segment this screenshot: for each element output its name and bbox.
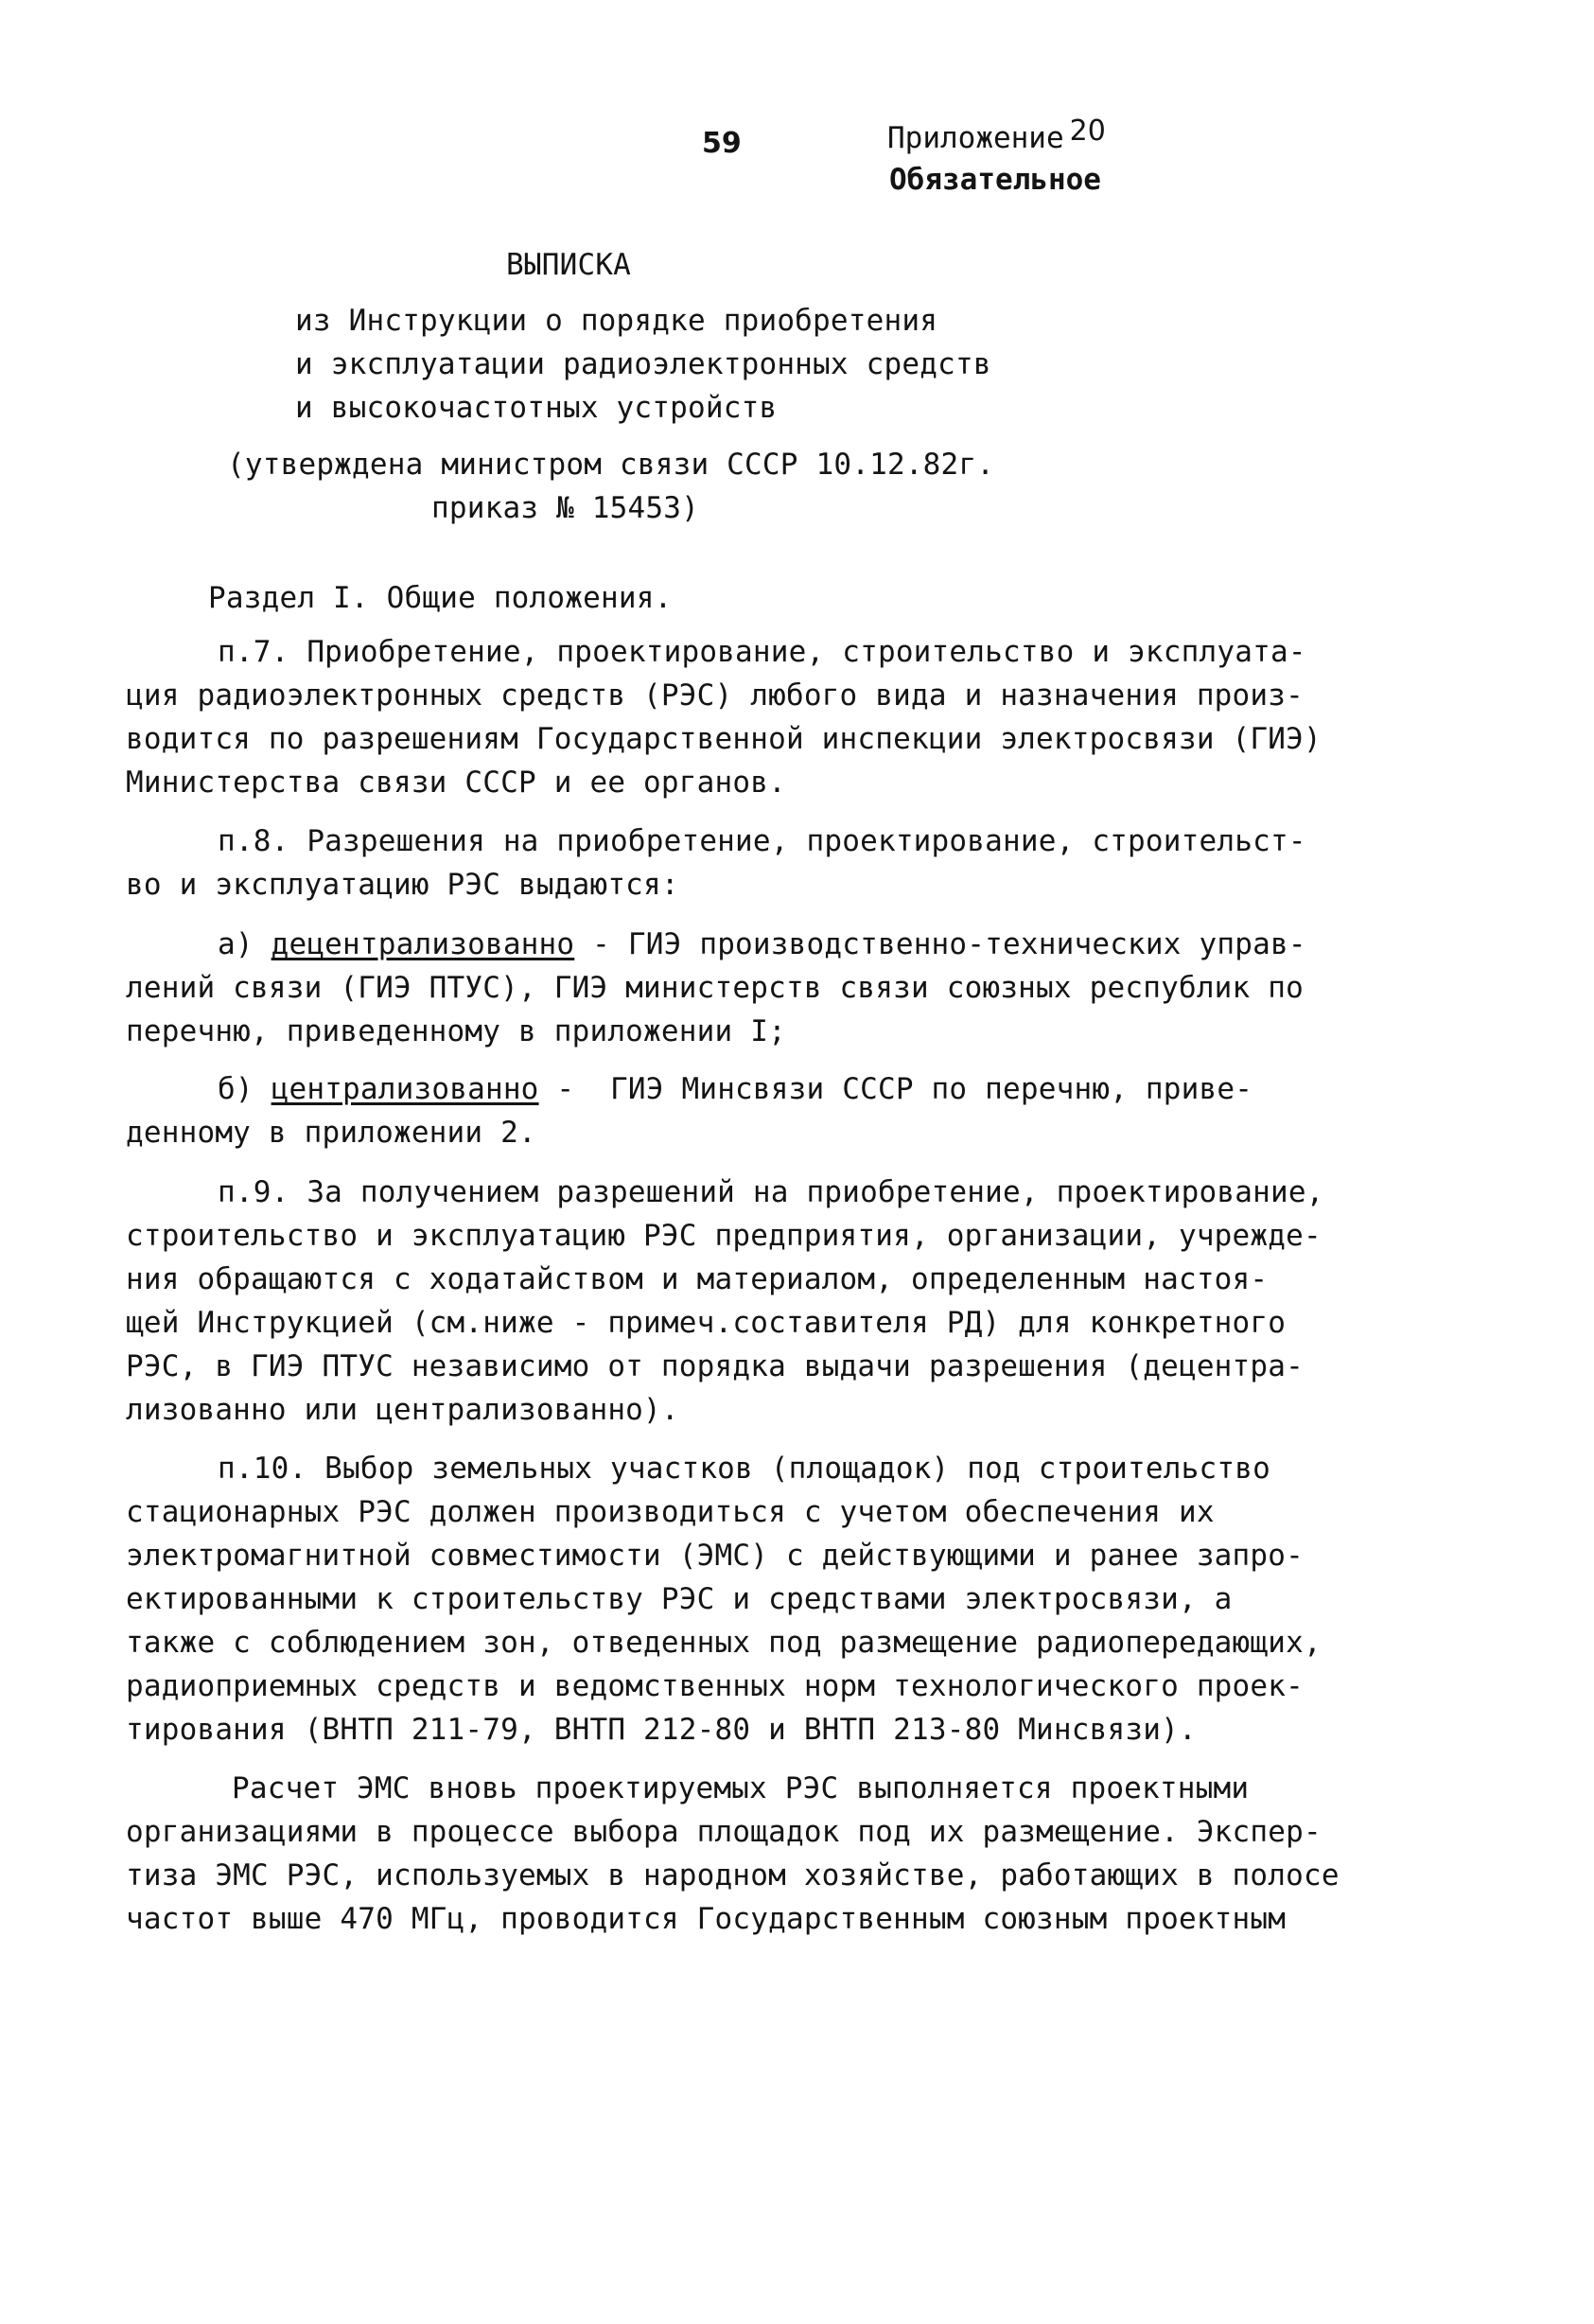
p7-line-4: Министерства связи СССР и ее органов. bbox=[126, 766, 786, 800]
appendix-label-text: Приложение bbox=[887, 121, 1064, 155]
p10-line-6: радиоприемных средств и ведомственных норм технологического проек- bbox=[126, 1669, 1304, 1703]
p10-line-3: электромагнитной совместимости (ЭМС) с действующими и ранее запро- bbox=[126, 1539, 1304, 1573]
approval-line-1: (утверждена министром связи СССР 10.12.82г. bbox=[227, 448, 995, 482]
p10-line-7: тирования (ВНТП 211-79, ВНТП 212-80 и ВНТП 213-80 Минсвязи). bbox=[126, 1713, 1197, 1747]
p11-line-4: частот выше 470 МГц, проводится Государственным союзным проектным bbox=[126, 1902, 1287, 1936]
p9-line-1: п.9. За получением разрешений на приобретение, проектирование, bbox=[218, 1175, 1324, 1209]
p8a-line-1 bbox=[218, 927, 1306, 961]
appendix-number: 20 bbox=[1069, 114, 1106, 148]
p8-line-2: во и эксплуатацию РЭС выдаются: bbox=[126, 868, 679, 902]
p11-line-3: тиза ЭМС РЭС, используемых в народном хозяйстве, работающих в полосе bbox=[126, 1858, 1340, 1893]
p8a-line-3: перечню, приведенному в приложении I; bbox=[126, 1014, 786, 1048]
p9-line-4: щей Инструкцией (см.ниже - примеч.составителя РД) для конкретного bbox=[126, 1306, 1287, 1340]
p8b-prefix: б) bbox=[218, 1072, 272, 1106]
title-line-2: и эксплуатации радиоэлектронных средств bbox=[295, 347, 991, 381]
p10-line-5: также с соблюдением зон, отведенных под размещение радиопередающих, bbox=[126, 1626, 1322, 1660]
p9-line-2: строительство и эксплуатацию РЭС предприятия, организации, учрежде- bbox=[126, 1219, 1322, 1253]
p9-line-3: ния обращаются с ходатайством и материалом, определенным настоя- bbox=[126, 1262, 1269, 1296]
title-line-1: из Инструкции о порядке приобретения bbox=[295, 304, 938, 338]
p7-line-2: ция радиоэлектронных средств (РЭС) любого вида и назначения произ- bbox=[126, 678, 1304, 713]
section-heading: Раздел I. Общие положения. bbox=[208, 581, 673, 615]
appendix-label bbox=[887, 114, 1106, 155]
p10-line-4: ектированными к строительству РЭС и средствами электросвязи, а bbox=[126, 1582, 1233, 1616]
p9-line-6: лизованно или централизованно). bbox=[126, 1393, 679, 1427]
p8-line-1: п.8. Разрешения на приобретение, проектирование, строительст- bbox=[218, 824, 1306, 858]
p8b-line-2: денному в приложении 2. bbox=[126, 1116, 536, 1150]
p8b-rest: - ГИЭ Минсвязи СССР по перечню, приве- bbox=[538, 1072, 1253, 1106]
p11-line-2: организациями в процессе выбора площадок под их размещение. Экспер- bbox=[126, 1815, 1322, 1849]
page-number: 59 bbox=[702, 127, 742, 160]
p10-line-1: п.10. Выбор земельных участков (площадок) под строительство bbox=[218, 1452, 1270, 1486]
p10-line-2: стационарных РЭС должен производиться с учетом обеспечения их bbox=[126, 1495, 1215, 1529]
p8b-term: централизованно bbox=[271, 1072, 539, 1106]
document-heading: ВЫПИСКА bbox=[506, 248, 632, 282]
p7-line-3: водится по разрешениям Государственной инспекции электросвязи (ГИЭ) bbox=[126, 722, 1322, 756]
title-line-3: и высокочастотных устройств bbox=[295, 391, 778, 425]
p11-line-1: Расчет ЭМС вновь проектируемых РЭС выполняется проектными bbox=[232, 1771, 1250, 1805]
p8b-line-1 bbox=[218, 1072, 1252, 1106]
p8a-term: децентрализованно bbox=[271, 927, 575, 961]
approval-line-2: приказ № 15453) bbox=[431, 491, 699, 525]
p8a-line-2: лений связи (ГИЭ ПТУС), ГИЭ министерств связи союзных республик по bbox=[126, 971, 1304, 1005]
p7-line-1: п.7. Приобретение, проектирование, строительство и эксплуата- bbox=[218, 635, 1306, 669]
p8a-rest: - ГИЭ производственно-технических управ- bbox=[574, 927, 1306, 961]
appendix-status: Обязательное bbox=[889, 163, 1101, 197]
p8a-prefix: а) bbox=[218, 927, 272, 961]
p9-line-5: РЭС, в ГИЭ ПТУС независимо от порядка выдачи разрешения (децентра- bbox=[126, 1349, 1304, 1383]
